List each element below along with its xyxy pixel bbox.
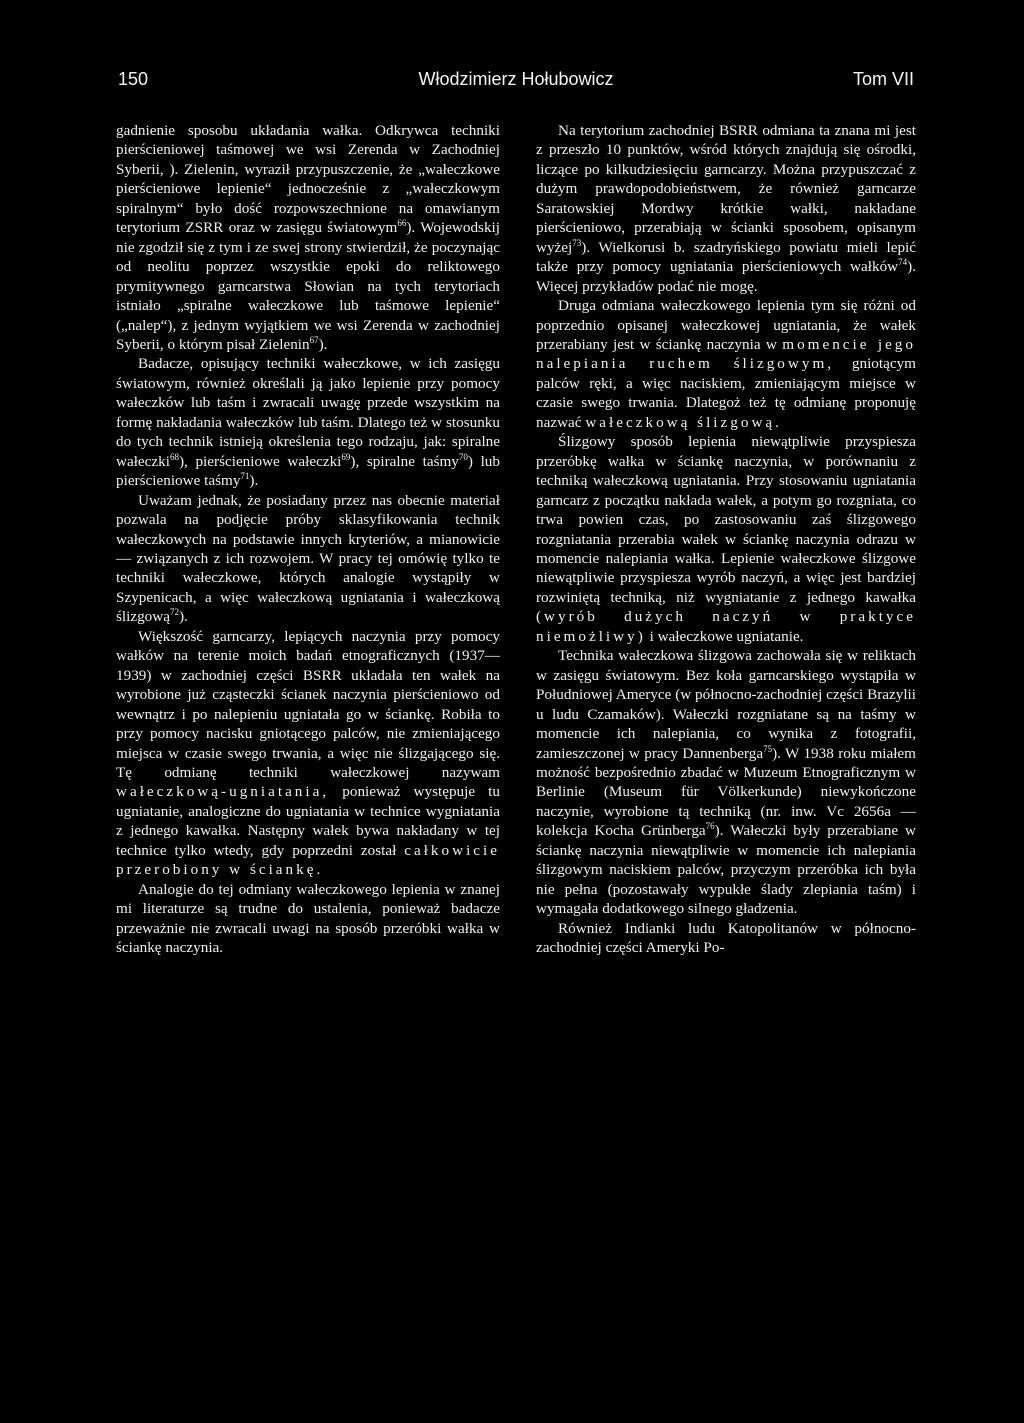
footnote-ref: 71 xyxy=(240,471,250,482)
footnote-ref: 73 xyxy=(572,237,582,248)
running-author: Włodzimierz Hołubowicz xyxy=(418,69,614,89)
paragraph: Również Indianki ludu Katopolitanów w północno-zachodniej części Ameryki Po- xyxy=(536,919,916,957)
right-column xyxy=(536,121,916,957)
paragraph: Druga odmiana wałeczkowego lepienia tym się różni od poprzednio opisanej wałeczkowej ugniatania, że wałek przerabiany jest w ściankę naczynia w momencie jego nalepiania ruchem ślizgowym, gniotącym palców ręki, a więc naciskiem, zmieniającym miejsce w czasie swego trwania. Dlategoż też tę odmianę proponuję nazwać wałeczkową ślizgową. xyxy=(536,297,916,431)
footnote-ref: 76 xyxy=(705,821,715,832)
paragraph: Ślizgowy sposób lepienia niewątpliwie przyspiesza przeróbkę wałka w ściankę naczynia, w porównaniu z techniką wałeczkową ugniatania. Przy stosowaniu ugniatania garncarz z początku nakłada wałek, a potym go rozgniata, co trwa powien czas, po zastosowaniu zaś ślizgowego rozgniatania przerabia wałek w ściankę naczynia odrazu w momencie nalepiania wałka. Lepienie wałeczkowe ślizgowe niewątpliwie przyspiesza wyrób naczyń, a więc jest bardziej rozwiniętą techniką, niż wygniatanie z jednego kawałka (wyrób dużych naczyń w praktyce niemożliwy) i wałeczkowe ugniatanie. xyxy=(536,433,916,645)
volume-label: Tom VII xyxy=(852,69,914,89)
page-number: 150 xyxy=(118,69,149,89)
footnote-ref: 68 xyxy=(169,451,179,462)
spaced-term: momencie jego nalepiania ruchem ślizgowym, xyxy=(536,335,916,373)
paragraph: Większość garncarzy, lepiących naczynia przy pomocy wałków na terenie moich badań etnograficznych (1937—1939) w zachodniej części BSRR układała ten wałek na wyrobione już cząsteczki ścianek naczynia pierścieniowo od wewnątrz i po nalepieniu ugniatała go w ściankę. Robiła to przy pomocy nacisku gniotącego palców, nie zmieniającego miejsca w czasie swego trwania, a więc nie ślizgającego się. Tę odmianę techniki wałeczkowej nazywam wałeczkową-ugniatania, ponieważ występuje tu ugniatanie, analogiczne do ugniatania w technice wygniatania z jednego kawałka. Następny wałek bywa nakładany w tej technice tylko wtedy, gdy poprzedni został całkowicie przerobiony w ściankę. xyxy=(116,627,501,879)
spaced-term: (wyrób dużych naczyń w praktyce niemożliwy) xyxy=(536,608,916,645)
paragraph: Badacze, opisujący techniki wałeczkowe, w ich zasięgu światowym, również określali ją jako lepienie przy pomocy wałeczków lub taśm i zwracali uwagę przede wszystkim na formę nakładania wałeczków lub taśm. Dlatego też w stosunku do tych technik istnieją określenia tego rodzaju, jak: spiralne wałeczki$^{68}$), pierścieniowe wałeczki$^{69}$), spiralne taśmy$^{70}$) lub pierścieniowe taśmy$^{71}$). xyxy=(116,355,500,490)
paragraph: gadnienie sposobu układania wałka. Odkrywca techniki pierścieniowej taśmowej we wsi Zerenda w Zachodniej Syberii, ). Zielenin, wyraził przypuszczenie, że „wałeczkowe pierścieniowe lepienie“ jednocześnie z „wałeczkowym spiralnym“ było dość rozpowszechnione na omawianym terytorium ZSRR oraz w zasięgu światowym$^{66}$). Wojewodskij nie zgodził się z tym i ze swej strony stwierdził, że poczynając od neolitu poprzez wszystkie epoki do reliktowego prymitywnego garncarstwa Słowian na tych terytoriach istniało „spiralne wałeczkowe lub taśmowe lepienie“ („nalep“), z jednym wyjątkiem we wsi Zerenda w zachodniej Syberii, o którym pisał Zielenin$^{67}$). xyxy=(116,122,500,353)
spaced-term: wałeczkową-ugniatania, xyxy=(116,783,330,801)
footnote-ref: 72 xyxy=(170,607,179,618)
spaced-term: całkowicie przerobiony w ściankę. xyxy=(116,841,501,879)
paragraph: Technika wałeczkowa ślizgowa zachowała się w reliktach w zasięgu światowym. Bez koła garncarskiego wystąpiła w Południowej Ameryce (w północno-zachodniej części Brazylii u ludu Czamaków). Wałeczki rozgniatane są na taśmy w momencie ich nalepiania, co wynika z fotografii, zamieszczonej w pracy Dannenberga$^{75}$). W 1938 roku miałem możność bezpośrednio zbadać w Muzeum Etnograficznym w Berlinie (Museum für Völkerkunde) niewykończone naczynie, wyrobione tą techniką (nr. inw. Vc 2656a — kolekcja Kocha Grünberga$^{76}$). Wałeczki były przerabiane w ściankę naczynia niewątpliwie w momencie ich nalepiania ślizgowym naciskiem palców, przyczym przeróbka ich była nie pełna (pozostawały wypukłe ślady zlepiania taśm) i wymagała dodatkowego silnego gładzenia. xyxy=(536,647,916,918)
paragraph: Na terytorium zachodniej BSRR odmiana ta znana mi jest z przeszło 10 punktów, wśród których znajdują się ośrodki, liczące po kilkudziesięciu garncarzy. Można przypuszczać z dużym prawdopodobieństwem, że również garncarze Saratowskiej Mordwy krótkie wałki, nakładane pierścieniowo, przerabiają w ścianki sposobem, opisanym wyżej$^{73}$). Wielkorusi b. szadryńskiego powiatu mieli lepić także przy pomocy ugniatania pierścieniowych wałków$^{74}$). Więcej przykładów podać nie mogę. xyxy=(536,122,916,295)
footnote-ref: 74 xyxy=(898,257,908,268)
footnote-ref: 70 xyxy=(458,451,468,462)
footnote-ref: 67 xyxy=(309,334,319,345)
paragraph: Analogie do tej odmiany wałeczkowego lepienia w znanej mi literaturze są trudne do ustalenia, ponieważ badacze przeważnie nie zwracali uwagi na sposób przeróbki wałka w ściankę naczynia. xyxy=(116,880,500,957)
footnote-ref: 66 xyxy=(397,218,407,229)
footnote-ref: 69 xyxy=(341,451,351,462)
left-column xyxy=(116,121,500,957)
footnote-ref: 75 xyxy=(763,743,773,754)
running-header xyxy=(118,64,914,94)
paragraph: Uważam jednak, że posiadany przez nas obecnie materiał pozwala na podjęcie próby sklasyfikowania technik wałeczkowych na podstawie innych kryteriów, a mianowicie — związanych z ich rozwojem. W pracy tej omówię tylko te techniki wałeczkowe, których analogie wystąpiły w Szypenicach, a więc wałeczkową ugniatania i wałeczkową ślizgową$^{72}$). xyxy=(116,491,500,626)
spaced-term: wałeczkową ślizgową. xyxy=(585,413,782,431)
